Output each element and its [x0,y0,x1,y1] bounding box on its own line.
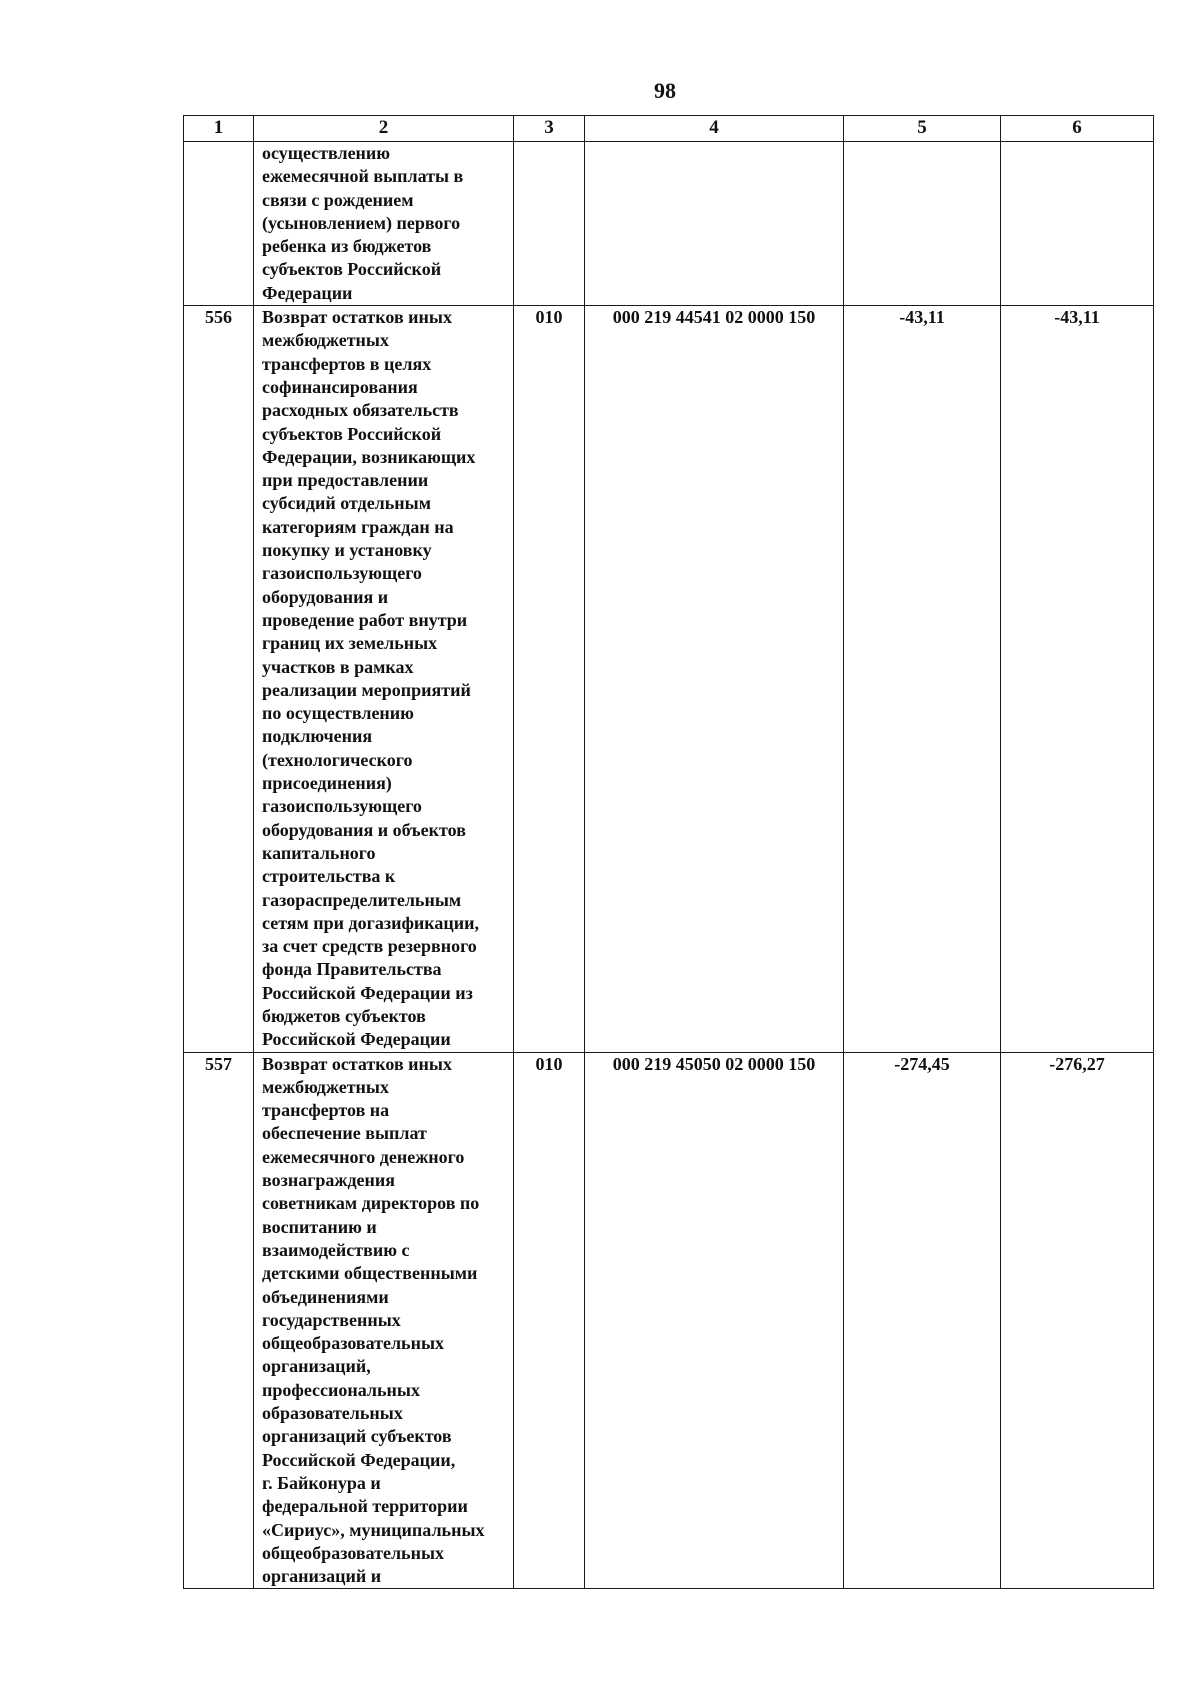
row-name-line: подключения [262,726,373,747]
row-classification-code [585,142,844,306]
row-name-line: бюджетов субъектов [262,1005,426,1026]
row-name-line: Федерации [262,282,353,303]
row-value-5: -274,45 [844,1052,1001,1589]
row-number [184,142,254,306]
row-name-line: воспитанию и [262,1216,377,1237]
row-name-line: вознаграждения [262,1170,396,1191]
row-name-line: обеспечение выплат [262,1123,427,1144]
table-row [184,306,1154,1053]
column-header-5: 5 [844,116,1001,142]
table-body [184,142,1154,1589]
row-value-5 [844,142,1001,306]
row-admin-code: 010 [514,1052,585,1589]
row-name [254,142,514,306]
column-header-3: 3 [514,116,585,142]
table-row [184,142,1154,306]
row-value-6: -276,27 [1001,1052,1154,1589]
row-name-line: Возврат остатков иных [262,307,452,328]
table-row [184,1052,1154,1589]
page-number: 98 [654,78,676,103]
header-row [184,116,1154,142]
row-name-line: организаций субъектов [262,1426,452,1447]
row-name-line: «Сириус», муниципальных [262,1519,485,1540]
row-name-line: расходных обязательств [262,400,459,421]
row-name-line: сетям при догазификации, [262,912,479,933]
row-name-line: участков в рамках [262,656,414,677]
row-name-line: Российской Федерации, [262,1449,456,1470]
row-name-line: межбюджетных [262,1076,389,1097]
row-number: 557 [184,1052,254,1589]
row-name-line: (технологического [262,749,413,770]
row-name-line: границ их земельных [262,633,438,654]
row-name-line: (усыновлением) первого [262,212,461,233]
row-name-line: государственных [262,1309,401,1330]
row-name-line: субъектов Российской [262,259,442,280]
row-name-line: газоиспользующего [262,796,422,817]
row-name-line: общеобразовательных [262,1333,445,1354]
row-name-line: по осуществлению [262,703,414,724]
row-value-6 [1001,142,1154,306]
row-name-line: образовательных [262,1403,403,1424]
row-name-line: реализации мероприятий [262,679,471,700]
row-name-line: трансфертов в целях [262,353,432,374]
row-name-line: ежемесячной выплаты в [262,166,464,187]
row-name-line: Возврат остатков иных [262,1053,452,1074]
row-number: 556 [184,306,254,1053]
row-name-line: ребенка из бюджетов [262,236,432,257]
row-classification-code: 000 219 45050 02 0000 150 [585,1052,844,1589]
column-header-1: 1 [184,116,254,142]
column-header-6: 6 [1001,116,1154,142]
row-name-line: общеобразовательных [262,1542,445,1563]
row-name-line: субъектов Российской [262,423,442,444]
row-name-line: покупку и установку [262,540,432,561]
row-name [254,306,514,1053]
row-value-5: -43,11 [844,306,1001,1053]
row-admin-code [514,142,585,306]
row-name-line: трансфертов на [262,1100,390,1121]
row-classification-code: 000 219 44541 02 0000 150 [585,306,844,1053]
row-name-line: федеральной территории [262,1496,468,1517]
row-name-line: г. Байконура и [262,1472,381,1493]
row-name-line: оборудования и [262,586,389,607]
budget-table [183,115,1154,1589]
row-name-line: объединениями [262,1286,389,1307]
row-name-line: межбюджетных [262,330,389,351]
row-name-line: организаций, [262,1356,371,1377]
row-name-line: Российской Федерации [262,1029,451,1050]
row-name-line: организаций и [262,1566,382,1587]
row-name-line: советникам директоров по [262,1193,480,1214]
row-name [254,1052,514,1589]
column-header-4: 4 [585,116,844,142]
row-admin-code: 010 [514,306,585,1053]
row-name-line: профессиональных [262,1379,420,1400]
column-header-2: 2 [254,116,514,142]
row-name-line: капитального [262,842,376,863]
row-name-line: осуществлению [262,143,391,163]
row-name-line: газораспределительным [262,889,462,910]
row-name-line: детскими общественными [262,1263,478,1284]
row-name-line: взаимодействию с [262,1239,410,1260]
row-name-line: софинансирования [262,376,418,397]
row-name-line: при предоставлении [262,470,429,491]
row-name-line: оборудования и объектов [262,819,466,840]
row-name-line: за счет средств резервного [262,936,477,957]
row-name-line: ежемесячного денежного [262,1146,465,1167]
row-name-line: связи с рождением [262,189,414,210]
row-name-line: проведение работ внутри [262,609,468,630]
row-name-line: Российской Федерации из [262,982,473,1003]
row-name-line: фонда Правительства [262,959,442,980]
row-name-line: категориям граждан на [262,516,454,537]
row-name-line: присоединения) [262,773,392,794]
row-name-line: газоиспользующего [262,563,422,584]
row-name-line: Федерации, возникающих [262,446,476,467]
row-name-line: субсидий отдельным [262,493,431,514]
row-name-line: строительства к [262,866,396,887]
row-value-6: -43,11 [1001,306,1154,1053]
